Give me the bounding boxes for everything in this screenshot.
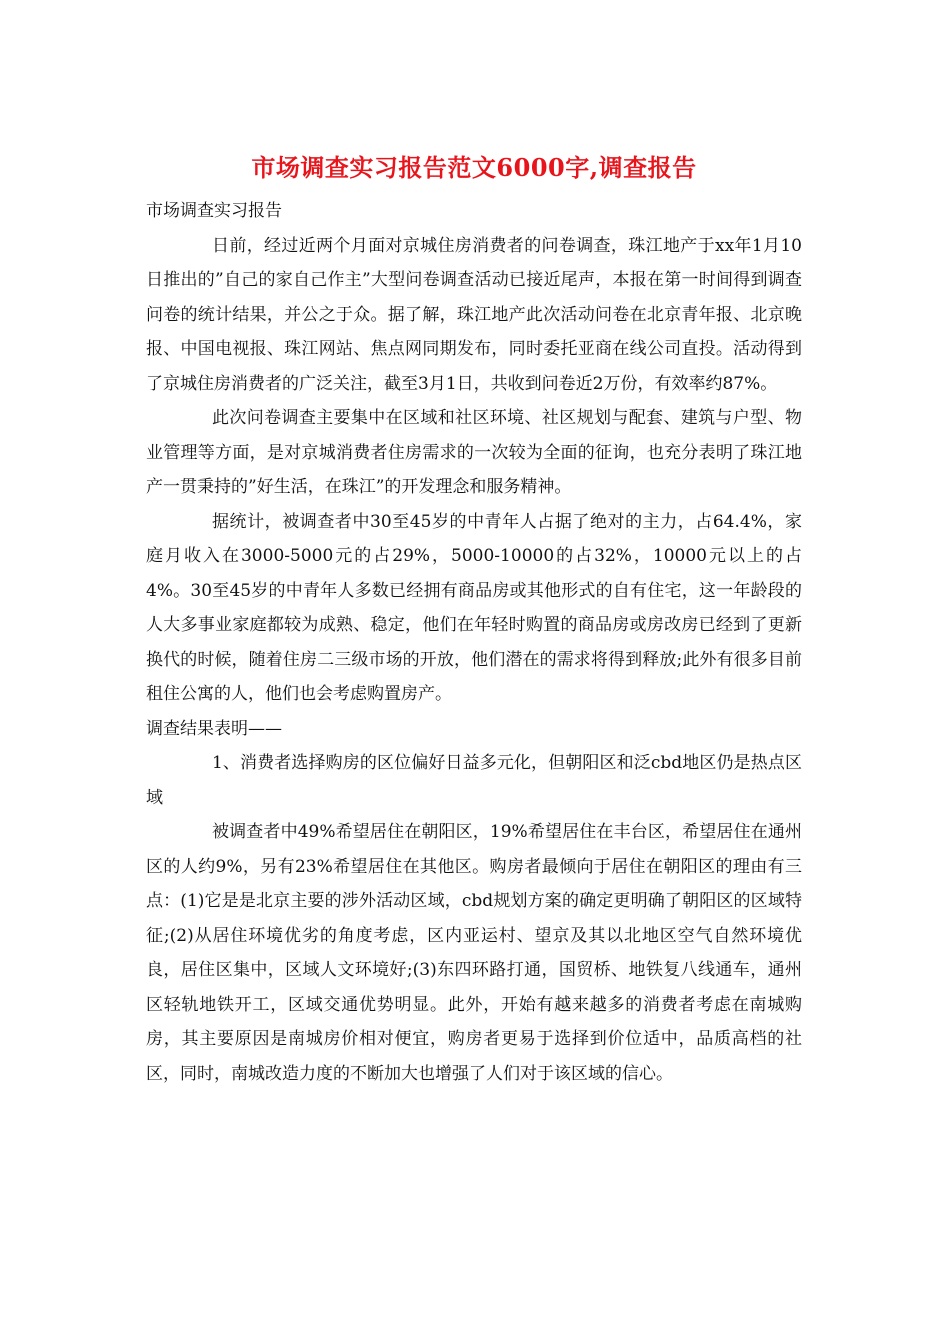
paragraph-statistics: 据统计，被调查者中30至45岁的中青年人占据了绝对的主力，占64.4%，家庭月收入在3000-5000元的占29%，5000-10000的占32%，10000元以上的占4%。30至45岁的中青年人多数已经拥有商品房或其他形式的自有住宅，这一年龄段的人大多事业家庭都较为成熟、稳定，他们在年轻时购置的商品房或房改房已经到了更新换代的时候，随着住房二三级市场的开放，他们潜在的需求将得到释放;此外有很多目前租住公寓的人，他们也会考虑购置房产。 <box>146 511 802 704</box>
paragraph-scope: 此次问卷调查主要集中在区域和社区环境、社区规划与配套、建筑与户型、物业管理等方面，是对京城消费者住房需求的一次较为全面的征询，也充分表明了珠江地产一贯秉持的”好生活，在珠江”的开发理念和服务精神。 <box>146 408 802 497</box>
paragraph-results-heading: 调查结果表明—— <box>146 718 282 739</box>
paragraph-finding-1-detail: 被调查者中49%希望居住在朝阳区，19%希望居住在丰台区，希望居住在通州区的人约9%，另有23%希望居住在其他区。购房者最倾向于居住在朝阳区的理由有三点：(1)它是是北京主要的涉外活动区域，cbd规划方案的确定更明确了朝阳区的区域特征;(2)从居住环境优劣的角度考虑，区内亚运村、望京及其以北地区空气自然环境优良，居住区集中，区域人文环境好;(3)东四环路打通，国贸桥、地铁复八线通车，通州区轻轨地铁开工，区域交通优势明显。此外，开始有越来越多的消费者考虑在南城购房，其主要原因是南城房价相对便宜，购房者更易于选择到价位适中，品质高档的社区，同时，南城改造力度的不断加大也增强了人们对于该区域的信心。 <box>146 822 802 1084</box>
document-subtitle: 市场调查实习报告 <box>146 201 282 221</box>
paragraph-finding-1: 1、消费者选择购房的区位偏好日益多元化，但朝阳区和泛cbd地区仍是热点区域 <box>146 753 802 808</box>
document-page <box>146 150 802 1091</box>
paragraph-intro: 日前，经过近两个月面对京城住房消费者的问卷调查，珠江地产于xx年1月10日推出的”自己的家自己作主”大型问卷调查活动已接近尾声，本报在第一时间得到调查问卷的统计结果，并公之于众。据了解，珠江地产此次活动问卷在北京青年报、北京晚报、中国电视报、珠江网站、焦点网同期发布，同时委托亚商在线公司直投。活动得到了京城住房消费者的广泛关注，截至3月1日，共收到问卷近2万份，有效率约87%。 <box>146 235 802 394</box>
document-title: 市场调查实习报告范文6000字,调查报告 <box>251 153 697 182</box>
